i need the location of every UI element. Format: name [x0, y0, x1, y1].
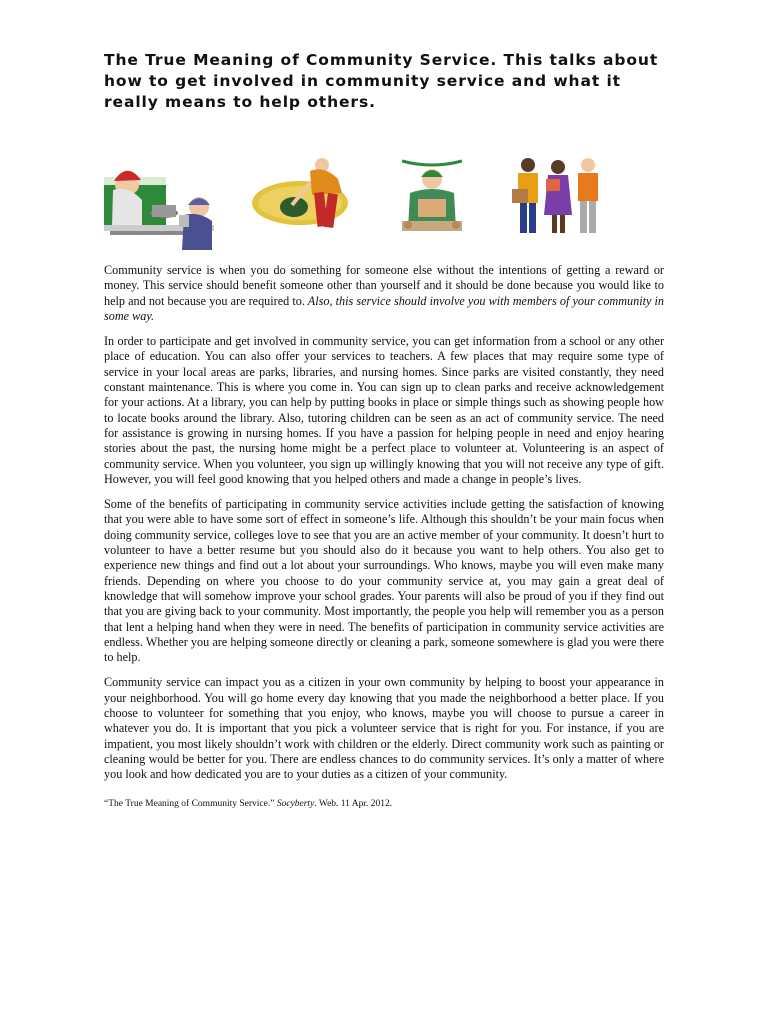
citation-title: “The True Meaning of Community Service.”: [104, 798, 275, 809]
volunteer-with-box-clipart: [396, 155, 468, 235]
paragraph-benefits: Some of the benefits of participating in community service activities include getting the satisfaction of knowing that you were able to have some sort of effect in someone’s life. Although this shouldn’t be your main focus when doing community service, colleges love to see that you are an active member of your community. It doesn’t hurt to volunteer to have a better resume but you should also do it because you want to help others. You also get to experience new things and find out a lot about your surroundings. Who knows, maybe you will even make many friends. Depending on where you choose to do your community service at, you may gain a great deal of knowledge that will somehow improve your school grades. Your parents will also be proud of you if they find out that you are giving back to your community. Most importantly, the people you help will remember you as a person that lent a helping hand when they were in need. The benefits of participation in community service activities are endless. Whether you are helping someone directly or cleaning a park, someone somewhere is glad you were there to help.: [104, 497, 664, 665]
article-body: [104, 263, 664, 783]
soup-kitchen-volunteers-clipart: [104, 155, 214, 250]
document-page: [104, 50, 664, 809]
volunteers-with-donations-clipart: [508, 155, 608, 235]
citation-source: Socyberty: [276, 798, 315, 809]
citation-details: . Web. 11 Apr. 2012.: [314, 798, 393, 809]
paragraph-impact: Community service can impact you as a citizen in your own community by helping to boost your appearance in your neighborhood. You will go home every day knowing that you made the neighborhood a better place. If you choose to volunteer for something that you enjoy, who knows, maybe you will choose to pursue a career in whatever you do. It is important that you pick a volunteer service that is right for you. For instance, if you are impatient, you most likely shouldn’t work with children or the elderly. Direct community work such as painting or cleaning would be better for you. There are endless chances to do community services. It’s only a matter of where you look and how dedicated you are to your duties as a citizen of your community.: [104, 675, 664, 782]
paragraph-intro-text: Community service is when you do something for someone else without the intentions of getting a reward or money. This service should benefit someone other than yourself and it should be done because you would like to help and not because you are required to.: [104, 263, 664, 308]
paragraph-intro: [104, 263, 664, 324]
paragraph-intro-italic: Also, this service should involve you with members of your community in some way.: [104, 293, 665, 323]
document-title: The True Meaning of Community Service. This talks about how to get involved in community service and what it really means to help others.: [104, 51, 659, 111]
paragraph-getting-involved: In order to participate and get involved in community service, you can get information from a school or any other place of education. You can also offer your services to teachers. A few places that may require some type of service in your local areas are parks, libraries, and nursing homes. Since parks are visited constantly, they need constant maintenance. This is where you come in. You can sign up to clean parks and receive acknowledgement for your actions. At a library, you can help by putting books in place or simple things such as showing people how to locate books around the library. Also, tutoring children can be seen as an act of community service. The need for assistance is growing in nursing homes. If you have a passion for helping people in need and enjoy hearing stories about the past, the nursing home might be a perfect place to volunteer at. Volunteering is an aspect of community service. When you volunteer, you sign up willingly knowing that you will not receive any type of gift. However, you will feel good knowing that you helped others and made a change in people’s lives.: [104, 334, 664, 486]
citation: [104, 799, 664, 809]
illustration-row: [104, 155, 664, 255]
park-cleanup-volunteer-clipart: [252, 155, 362, 235]
